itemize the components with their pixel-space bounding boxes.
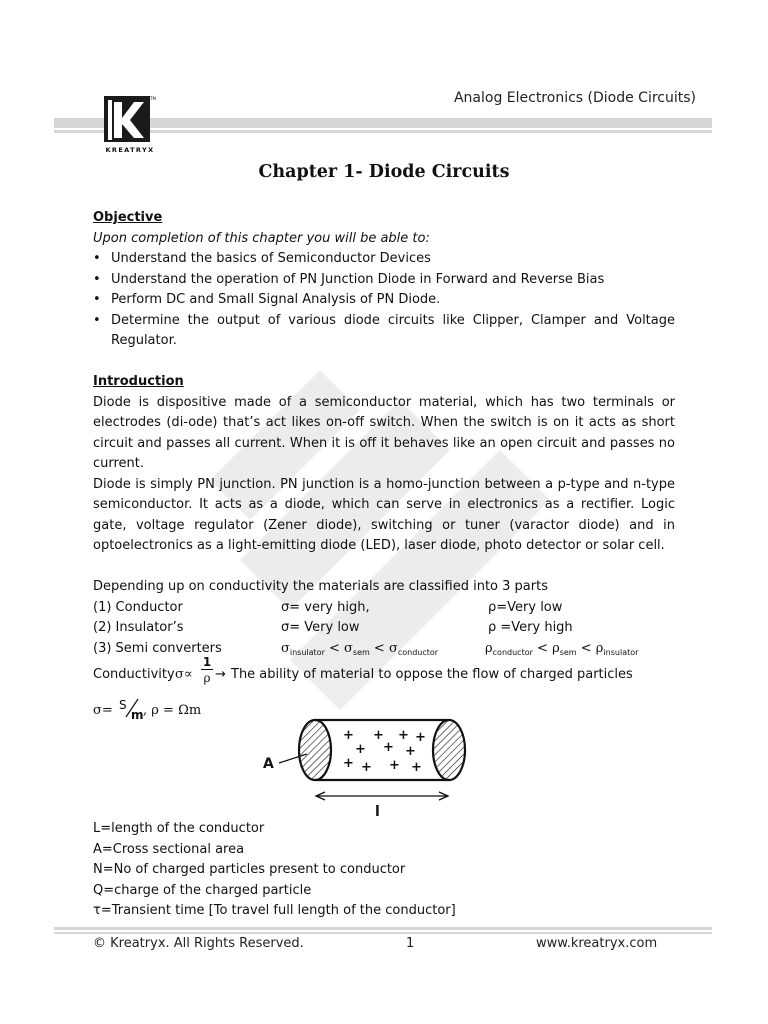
charge-plus: + <box>383 740 394 755</box>
footer-band <box>54 927 712 930</box>
definition-item: L=length of the conductor <box>93 821 265 836</box>
kreatryx-logo <box>100 94 160 156</box>
footer-page-number: 1 <box>406 936 415 951</box>
classification-row <box>93 618 675 639</box>
conductor-figure <box>255 708 485 820</box>
conductivity-line <box>93 655 675 695</box>
length-label: l <box>375 804 380 820</box>
definition-item: A=Cross sectional area <box>93 841 245 857</box>
rho-inequality: $\rho_{conductor} < \rho_{sem} < \rho_{insulator}$ <box>485 640 639 657</box>
header-title: Analog Electronics (Diode Circuits) <box>453 90 696 106</box>
definition-item: Q=charge of the charged particle <box>93 882 312 898</box>
footer-copyright: © Kreatryx. All Rights Reserved. <box>93 936 304 951</box>
cylinder-right-face <box>433 720 465 780</box>
chapter-title: Chapter 1- Diode Circuits <box>258 162 510 182</box>
rho-value: ρ =Very high <box>488 620 573 635</box>
rho-value: ρ=Very low <box>488 599 563 615</box>
units-denominator: m <box>131 708 144 722</box>
definitions-list <box>93 819 456 922</box>
charge-plus: + <box>373 728 384 743</box>
objective-heading: Objective <box>93 210 163 225</box>
objective-bullet: • Perform DC and Small Signal Analysis of PN Diode. <box>93 290 675 311</box>
definition-item: N=No of charged particles present to conductor <box>93 862 406 877</box>
charge-plus: + <box>343 728 354 743</box>
footer-website: www.kreatryx.com <box>536 936 658 951</box>
units-numerator: S <box>119 698 127 712</box>
conductivity-label: Conductivity <box>93 667 175 682</box>
material-label: (2) Insulator’s <box>93 620 184 635</box>
material-label: (3) Semi converters <box>93 640 222 656</box>
charge-plus: + <box>389 758 400 773</box>
definition-item: τ=Transient time [To travel full length of the conductor] <box>93 903 456 918</box>
arrow-symbol: → <box>215 667 226 682</box>
logo-tm: TM <box>150 96 156 101</box>
proportional-symbol: σ∝ <box>175 667 193 682</box>
fraction-denominator: ρ <box>203 671 211 685</box>
classification-row <box>93 598 675 619</box>
objective-bullet: • Understand the operation of PN Junction Diode in Forward and Reverse Bias <box>93 270 675 291</box>
sigma-value: σ= Very low <box>281 620 360 635</box>
charge-plus: + <box>411 760 422 775</box>
classification-row <box>93 639 675 660</box>
footer-band-thin <box>54 932 712 934</box>
fraction-numerator: 1 <box>202 655 212 669</box>
sigma-value: σ= very high, <box>281 599 370 615</box>
content <box>93 208 675 723</box>
units-rest: , ρ = Ωm <box>143 703 202 718</box>
classification-intro: Depending up on conductivity the materials are classified into 3 parts <box>93 579 548 594</box>
conductivity-description: The ability of material to oppose the flow of charged particles <box>231 667 633 682</box>
objective-bullet: • Understand the basics of Semiconductor Devices <box>93 249 675 270</box>
objective-bullet: • Determine the output of various diode circuits like Clipper, Clamper and Voltage Regulator. <box>93 311 675 352</box>
logo-text: KREATRYX <box>105 146 155 154</box>
charge-plus: + <box>415 730 426 745</box>
sigma-inequality: $\sigma_{insulator} < \sigma_{sem} < \sigma_{conductor}$ <box>281 640 439 657</box>
charge-plus: + <box>405 744 416 759</box>
introduction-heading: Introduction <box>93 374 184 389</box>
charge-plus: + <box>398 728 409 743</box>
units-sigma: σ= <box>93 703 113 718</box>
objective-intro: Upon completion of this chapter you will be able to: <box>93 230 430 246</box>
intro-paragraph-1: Diode is dispositive made of a semiconductor material, which has two terminals or electrodes (di-ode) that’s act likes on-off switch. When the switch is on it acts as short circuit and passes all current. When it is off it behaves like an open circuit and passes no current. <box>93 394 675 471</box>
charge-plus: + <box>355 742 366 757</box>
charge-plus: + <box>361 760 372 775</box>
area-label: A <box>263 756 274 772</box>
material-label: (1) Conductor <box>93 599 183 615</box>
cylinder-left-face <box>299 720 331 780</box>
charge-plus: + <box>343 756 354 771</box>
intro-paragraph-2: Diode is simply PN junction. PN junction is a homo-junction between a p-type and n-type semiconductor. It acts as a diode, which can serve in electronics as a rectifier. Logic gate, voltage regulator (Zener diode), switching or tuner (varactor diode) and in optoelectronics as a light-emitting diode (LED), laser diode, photo detector or solar cell. <box>93 476 675 553</box>
